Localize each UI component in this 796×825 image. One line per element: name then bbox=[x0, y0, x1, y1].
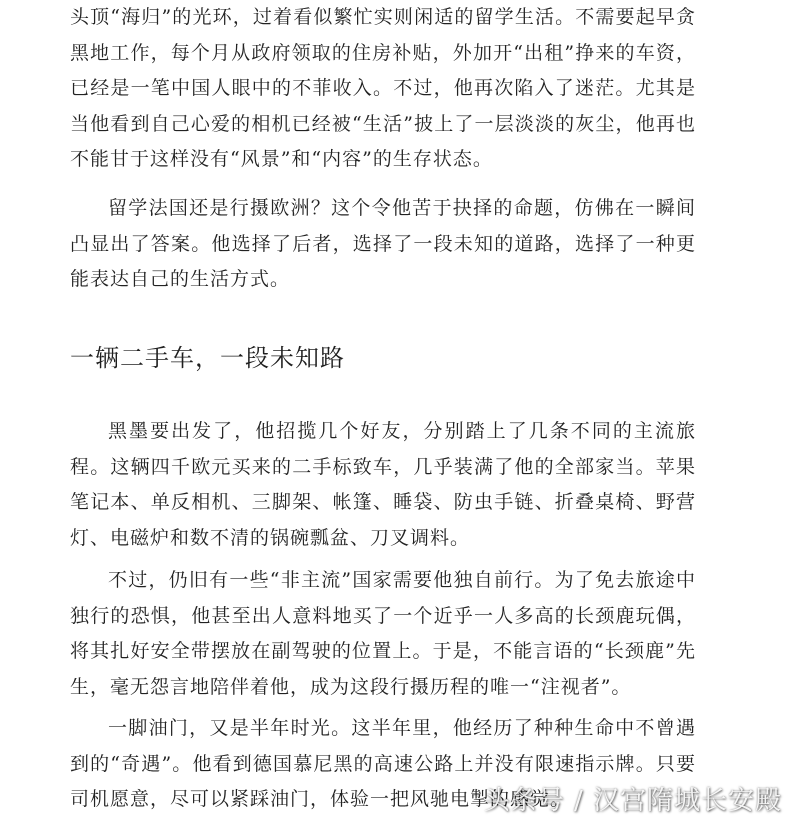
paragraph-2: 留学法国还是行摄欧洲？这个令他苦于抉择的命题，仿佛在一瞬间凸显出了答案。他选择了后者，选择了一段未知的道路，选择了一种更能表达自己的生活方式。 bbox=[70, 197, 696, 290]
paragraph-3: 黑墨要出发了，他招揽几个好友，分别踏上了几条不同的主流旅程。这辆四千欧元买来的二手标致车，几乎装满了他的全部家当。苹果笔记本、单反相机、三脚架、帐篷、睡袋、防虫手链、折叠桌椅、野营灯、电磁炉和数不清的锅碗瓢盆、刀叉调料。 bbox=[70, 420, 696, 549]
paragraph-1: 头顶“海归”的光环，过着看似繁忙实则闲适的留学生活。不需要起早贪黑地工作，每个月从政府领取的住房补贴，外加开“出租”挣来的车资，已经是一笔中国人眼中的不菲收入。不过，他再次陷入了迷茫。尤其是当他看到自己心爱的相机已经被“生活”披上了一层淡淡的灰尘，他再也不能甘于这样没有“风景”和“内容”的生存状态。 bbox=[70, 6, 696, 170]
paragraph-5: 一脚油门，又是半年时光。这半年里，他经历了种种生命中不曾遇到的“奇遇”。他看到德国慕尼黑的高速公路上并没有限速指示牌。只要司机愿意，尽可以紧踩油门，体验一把风驰电掣的感觉。 bbox=[70, 717, 696, 810]
section-heading: 一辆二手车，一段未知路 bbox=[70, 344, 345, 372]
watermark: 头条号 / 汉宫隋城长安殿 bbox=[483, 786, 782, 816]
paragraph-4: 不过，仍旧有一些“非主流”国家需要他独自前行。为了免去旅途中独行的恐惧，他甚至出人意料地买了一个近乎一人多高的长颈鹿玩偶，将其扎好安全带摆放在副驾驶的位置上。于是，不能言语的“长颈鹿”先生，毫无怨言地陪伴着他，成为这段行摄历程的唯一“注视者”。 bbox=[70, 569, 696, 698]
